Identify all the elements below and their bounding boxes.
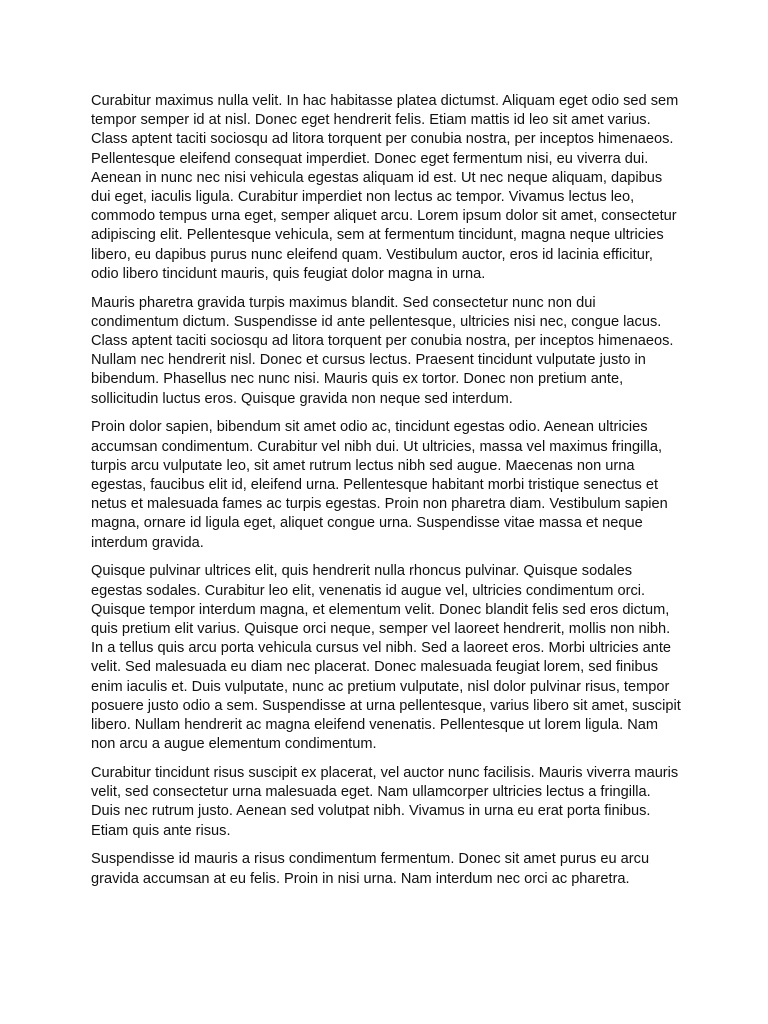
paragraph-1: Curabitur maximus nulla velit. In hac habitasse platea dictumst. Aliquam eget odio sed sem tempor semper id at nisl. Donec eget hendrerit felis. Etiam mattis id leo sit amet varius. Class aptent taciti sociosqu ad litora torquent per conubia nostra, per inceptos himenaeos. Pellentesque eleifend consequat imperdiet. Donec eget fermentum nisi, eu viverra dui. Aenean in nunc nec nisi vehicula egestas aliquam id est. Ut nec neque aliquam, dapibus dui eget, iaculis ligula. Curabitur imperdiet non lectus ac tempor. Vivamus lectus leo, commodo tempus urna eget, semper aliquet arcu. Lorem ipsum dolor sit amet, consectetur adipiscing elit. Pellentesque vehicula, sem at fermentum tincidunt, magna neque ultricies libero, eu dapibus purus nunc eleifend quam. Vestibulum auctor, eros id lacinia efficitur, odio libero tincidunt mauris, quis feugiat dolor magna in urna. <box>91 93 679 282</box>
paragraph-5: Curabitur tincidunt risus suscipit ex placerat, vel auctor nunc facilisis. Mauris viverra mauris velit, sed consectetur urna malesuada eget. Nam ullamcorper ultricies lectus a fringilla. Duis nec rutrum justo. Aenean sed volutpat nibh. Vivamus in urna eu erat porta finibus. Etiam quis ante risus. <box>91 765 679 839</box>
paragraph-4: Quisque pulvinar ultrices elit, quis hendrerit nulla rhoncus pulvinar. Quisque sodales egestas sodales. Curabitur leo elit, venenatis id augue vel, ultricies condimentum orci. Quisque tempor interdum magna, et elementum velit. Donec blandit felis sed eros dictum, quis pretium elit varius. Quisque orci neque, semper vel laoreet hendrerit, mollis non nibh. In a tellus quis arcu porta vehicula cursus vel nibh. Sed a laoreet eros. Morbi ultricies ante velit. Sed malesuada eu diam nec placerat. Donec malesuada feugiat lorem, sed finibus enim iaculis et. Duis vulputate, nunc ac pretium vulputate, nisl dolor pulvinar risus, tempor posuere justo odio a sem. Suspendisse at urna pellentesque, varius libero sit amet, suscipit libero. Nullam hendrerit ac magna eleifend venenatis. Pellentesque ut lorem ligula. Nam non arcu a augue elementum condimentum. <box>91 563 681 753</box>
document-body <box>91 92 681 898</box>
paragraph-6: Suspendisse id mauris a risus condimentum fermentum. Donec sit amet purus eu arcu gravida accumsan at eu felis. Proin in nisi urna. Nam interdum nec orci ac pharetra. <box>91 851 650 887</box>
paragraph-2: Mauris pharetra gravida turpis maximus blandit. Sed consectetur nunc non dui condimentum dictum. Suspendisse id ante pellentesque, ultricies nisi nec, congue lacus. Class aptent taciti sociosqu ad litora torquent per conubia nostra, per inceptos himenaeos. Nullam nec hendrerit nisl. Donec et cursus lectus. Praesent tincidunt vulputate justo in bibendum. Phasellus nec nunc nisi. Mauris quis ex tortor. Donec non pretium ante, sollicitudin luctus eros. Quisque gravida non neque sed interdum. <box>91 294 674 407</box>
paragraph-3: Proin dolor sapien, bibendum sit amet odio ac, tincidunt egestas odio. Aenean ultricies accumsan condimentum. Curabitur vel nibh dui. Ut ultricies, massa vel maximus fringilla, turpis arcu vulputate leo, sit amet rutrum lectus nibh sed augue. Maecenas non urna egestas, faucibus elit id, eleifend urna. Pellentesque habitant morbi tristique senectus et netus et malesuada fames ac turpis egestas. Proin non pharetra diam. Vestibulum sapien magna, ornare id ligula eget, aliquet congue urna. Suspendisse vitae massa et neque interdum gravida. <box>91 419 668 551</box>
